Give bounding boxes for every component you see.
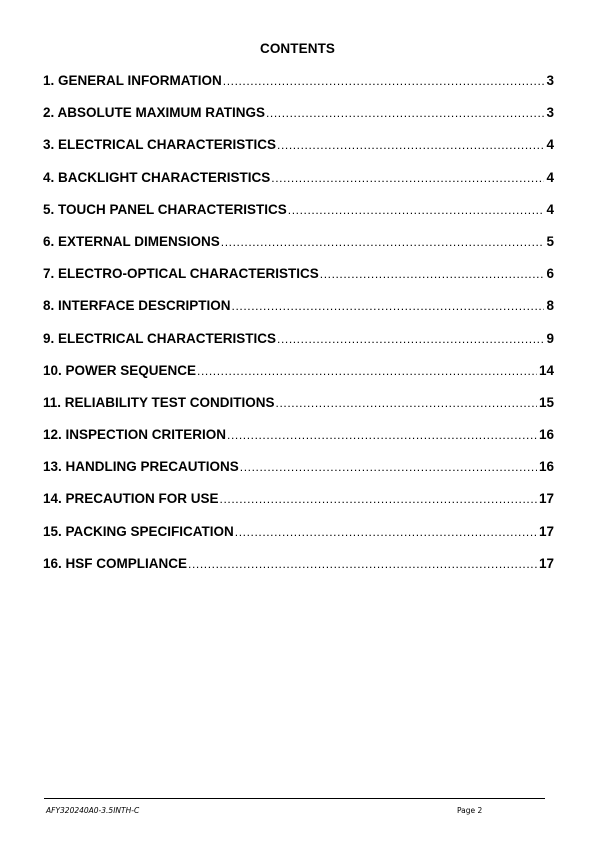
toc-entry-title: 2. ABSOLUTE MAXIMUM RATINGS [43, 105, 265, 121]
footer-document-id: AFY320240A0-3.5INTH-C [46, 806, 140, 815]
toc-entry-page: 9 [546, 330, 554, 346]
toc-entry-page: 4 [546, 137, 554, 153]
toc-dot-leader [320, 267, 545, 281]
toc-entry-page: 5 [546, 233, 554, 249]
table-of-contents [43, 73, 554, 588]
toc-entry-title: 3. ELECTRICAL CHARACTERISTICS [43, 137, 277, 153]
toc-dot-leader [223, 74, 545, 88]
toc-entry-title: 1. GENERAL INFORMATION [43, 73, 222, 88]
toc-dot-leader [220, 492, 537, 506]
toc-dot-leader [266, 106, 544, 120]
toc-entry[interactable] [43, 170, 554, 202]
toc-entry-title: 11. RELIABILITY TEST CONDITIONS [43, 394, 275, 410]
toc-entry[interactable] [43, 331, 554, 363]
toc-entry[interactable] [43, 266, 554, 298]
toc-entry-page: 15 [538, 394, 554, 410]
toc-entry[interactable] [43, 105, 554, 137]
toc-entry-page: 16 [538, 459, 554, 475]
toc-entry-title: 14. PRECAUTION FOR USE [43, 491, 219, 507]
toc-entry-title: 7. ELECTRO-OPTICAL CHARACTERISTICS [43, 266, 319, 282]
toc-dot-leader [276, 396, 537, 410]
contents-heading: CONTENTS [259, 41, 336, 56]
toc-entry-page: 6 [546, 266, 554, 282]
toc-entry-title: 4. BACKLIGHT CHARACTERISTICS [43, 169, 271, 185]
toc-entry-title: 9. ELECTRICAL CHARACTERISTICS [43, 330, 277, 346]
toc-entry[interactable] [43, 427, 554, 459]
toc-entry[interactable] [43, 459, 554, 491]
footer-divider [44, 798, 545, 799]
toc-dot-leader [288, 203, 545, 217]
toc-dot-leader [277, 332, 544, 346]
toc-entry-page: 4 [546, 201, 554, 217]
toc-entry-title: 12. INSPECTION CRITERION [43, 427, 227, 443]
toc-entry-page: 17 [538, 523, 554, 539]
toc-dot-leader [188, 557, 537, 571]
toc-dot-leader [232, 299, 545, 313]
toc-entry[interactable] [43, 395, 554, 427]
toc-entry[interactable] [43, 73, 554, 105]
toc-entry[interactable] [43, 491, 554, 523]
toc-dot-leader [277, 138, 544, 152]
toc-entry-page: 3 [546, 105, 554, 121]
toc-entry-title: 13. HANDLING PRECAUTIONS [43, 459, 239, 475]
toc-entry[interactable] [43, 234, 554, 266]
toc-entry-page: 16 [538, 427, 554, 443]
toc-dot-leader [221, 235, 545, 249]
toc-entry-title: 6. EXTERNAL DIMENSIONS [43, 233, 220, 249]
footer-page-number: Page 2 [457, 806, 483, 815]
toc-entry-title: 8. INTERFACE DESCRIPTION [43, 298, 231, 314]
toc-entry-title: 15. PACKING SPECIFICATION [43, 523, 234, 539]
toc-entry[interactable] [43, 298, 554, 330]
toc-entry[interactable] [43, 363, 554, 395]
toc-entry-page: 3 [546, 73, 554, 88]
toc-entry[interactable] [43, 524, 554, 556]
toc-entry[interactable] [43, 137, 554, 169]
toc-dot-leader [227, 428, 537, 442]
toc-entry-page: 17 [538, 555, 554, 571]
toc-dot-leader [235, 525, 537, 539]
toc-dot-leader [197, 364, 537, 378]
toc-entry-page: 17 [538, 491, 554, 507]
toc-entry-title: 10. POWER SEQUENCE [43, 362, 197, 378]
toc-entry[interactable] [43, 202, 554, 234]
toc-dot-leader [240, 460, 537, 474]
toc-entry-page: 4 [546, 169, 554, 185]
toc-entry-page: 8 [546, 298, 554, 314]
toc-entry[interactable] [43, 556, 554, 588]
toc-entry-title: 16. HSF COMPLIANCE [43, 555, 188, 571]
toc-dot-leader [271, 171, 544, 185]
toc-entry-page: 14 [538, 362, 554, 378]
toc-entry-title: 5. TOUCH PANEL CHARACTERISTICS [43, 201, 287, 217]
